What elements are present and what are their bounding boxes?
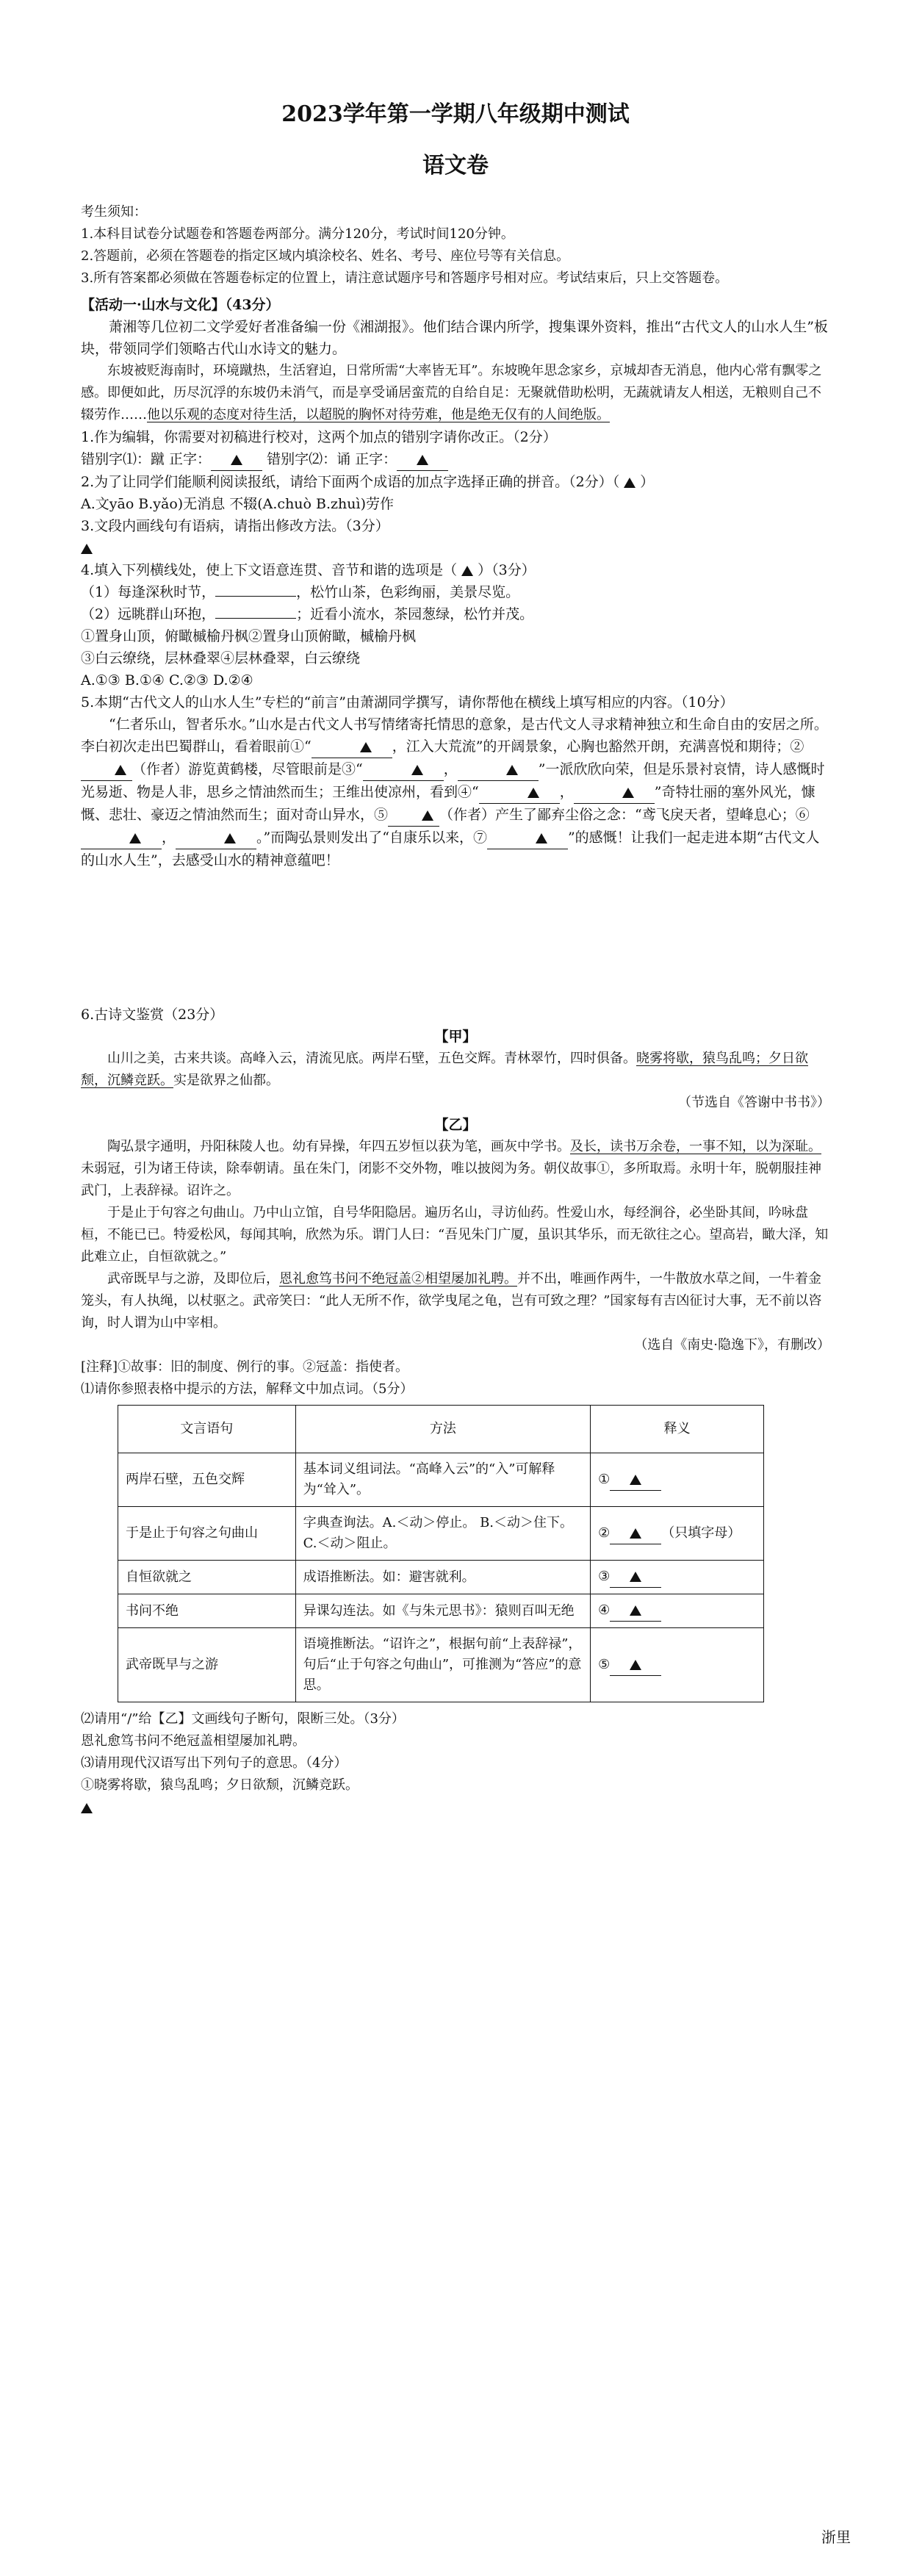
q3-answer[interactable] xyxy=(81,537,830,559)
q6-2: ⑵请用“/”给【乙】文画线句子断句，限断三处。（3分） xyxy=(81,1711,405,1727)
exam-title: 2023学年第一学期八年级期中测试 xyxy=(281,101,630,127)
answer-triangle-icon xyxy=(630,1528,641,1539)
table-row xyxy=(118,1453,764,1507)
table-cell-method: 字典查询法。A.＜动＞停止。 B.＜动＞住下。 C.＜动＞阻止。 xyxy=(295,1507,591,1561)
q1-answer-line xyxy=(81,448,830,471)
q4 xyxy=(81,559,830,581)
q5-text: “仁者乐山，智者乐水。”山水是古代文人书写情绪寄托情思的意象，是古代文人寻求精神独立和生命自由的安居之所。李白初次走出巴蜀群山，看着眼前①“ xyxy=(81,716,828,755)
q6: 6.古诗文鉴赏（23分） xyxy=(81,1007,224,1023)
table-header-row xyxy=(118,1406,764,1453)
q5-text: ”奇特壮丽的塞外风光，慷慨、悲壮、豪迈之情油然而生；面对奇山异水，⑤ xyxy=(81,784,815,823)
yi-paragraph-1 xyxy=(81,1136,830,1202)
answer-triangle-icon xyxy=(630,1605,641,1616)
annotation-note: [注释]①故事：旧的制度、例行的事。②冠盖：指使者。 xyxy=(81,1359,409,1375)
activity1-intro: 萧湘等几位初二文学爱好者准备编一份《湘湖报》。他们结合课内所学，搜集课外资料，推出“古代文人的山水人生”板块，带领同学们领略古代山水诗文的魅力。 xyxy=(81,319,828,357)
answer-note: （只填字母） xyxy=(661,1525,741,1541)
answer-triangle-icon xyxy=(81,1803,93,1813)
q4-choices: A.①③ B.①④ C.②③ D.②④ xyxy=(81,672,253,688)
blank-space xyxy=(81,871,830,1004)
q6-3-line: ①晓雾将歇，猿鸟乱鸣；夕日欲颓，沉鳞竞跃。 xyxy=(81,1777,359,1793)
q5-blank-1[interactable] xyxy=(312,735,392,758)
q2-options: A.文yāo B.yǎo)无消息 不辍(A.chuò B.zhuì)劳作 xyxy=(81,496,394,512)
answer-triangle-icon xyxy=(622,788,634,798)
table-cell-answer[interactable] xyxy=(591,1628,764,1702)
yi-text: 陶弘景字通明，丹阳秣陵人也。幼有异操，年四五岁恒以获为笔，画灰中学书。 xyxy=(107,1139,570,1154)
table-row xyxy=(118,1561,764,1594)
q6-1: ⑴请你参照表格中提示的方法，解释文中加点词。（5分） xyxy=(81,1381,414,1397)
table-cell-sentence: 武帝既早与之游 xyxy=(118,1628,296,1702)
answer-triangle-icon xyxy=(536,833,547,843)
q4-blank-2[interactable] xyxy=(215,618,296,619)
exam-content xyxy=(81,96,830,1818)
q5-blank-7[interactable] xyxy=(487,827,568,849)
q4-option: ③白云缭绕，层林叠翠④层林叠翠，白云缭绕 xyxy=(81,650,361,666)
passage-dongpo-underlined: 他以乐观的态度对待生活，以超脱的胸怀对待劳难，他是绝无仅有的人间绝版。 xyxy=(147,407,610,422)
q5-text: （作者）产生了鄙弃尘俗之念：“鸢飞戾天者，望峰息心；⑥ xyxy=(439,807,810,823)
notice-item: 3.所有答案都必须做在答题卷标定的位置上，请注意试题序号和答题序号相对应。考试结束后，只上交答题卷。 xyxy=(81,270,729,286)
q6-3: ⑶请用现代汉语写出下列句子的意思。（4分） xyxy=(81,1755,348,1771)
q5-text: 。”而陶弘景则发出了“自康乐以来，⑦ xyxy=(256,830,487,846)
answer-triangle-icon[interactable] xyxy=(624,478,635,488)
exam-subtitle: 语文卷 xyxy=(422,153,489,179)
q1: 1.作为编辑，你需要对初稿进行校对，这两个加点的错别字请你改正。（2分） xyxy=(81,429,557,445)
q5-blank-6b[interactable] xyxy=(176,827,256,849)
answer-number: ⑤ xyxy=(598,1656,611,1672)
answer-triangle-icon[interactable] xyxy=(461,566,473,576)
yi-source: （选自《南史·隐逸下》，有删改） xyxy=(634,1337,830,1353)
answer-triangle-icon xyxy=(411,765,423,775)
q4-close: ）（3分） xyxy=(478,562,536,578)
q2-close: ） xyxy=(640,474,655,490)
answer-triangle-icon xyxy=(630,1572,641,1582)
answer-number: ② xyxy=(598,1525,611,1541)
yi-text: 未弱冠，引为诸王侍读，除奉朝请。虽在朱门，闭影不交外物，唯以披阅为务。朝仪故事①，多所取焉。永明十年，脱朝服挂神武门，上表辞禄。诏许之。 xyxy=(81,1161,821,1198)
activity1-heading: 【活动一·山水与文化】（43分） xyxy=(81,297,280,313)
answer-triangle-icon xyxy=(527,788,539,798)
table-cell-method: 成语推断法。如：避害就利。 xyxy=(295,1561,591,1594)
answer-number: ④ xyxy=(598,1602,611,1618)
q5-text: ”的感慨！让我们一起走进本期“古代文人的山水人生”，去感受山水的精神意蕴吧！ xyxy=(81,830,820,868)
jia-text xyxy=(81,1048,830,1092)
jia-text-underlined: 晓雾将歇，猿鸟乱鸣；夕日欲颓，沉鳞竞跃。 xyxy=(81,1051,808,1088)
q5-text: （作者）游览黄鹤楼，尽管眼前是③“ xyxy=(132,761,363,777)
q5-text: ，江入大荒流”的开阔景象，心胸也豁然开朗，充满喜悦和期待；② xyxy=(392,738,804,755)
q5-blank-6a[interactable] xyxy=(81,827,162,849)
notice-item: 2.答题前，必须在答题卷的指定区域内填涂校名、姓名、考号、座位号等有关信息。 xyxy=(81,248,570,264)
yi-text: 并不出，唯画作两牛，一牛散放水草之间，一牛着金笼头，有人执绳，以杖驱之。武帝笑曰：“此人无所不作，欲学曳尾之龟，岂有可致之理？”国家每有吉凶征讨大事，无不前以咨询，时人谓为山中宰相。 xyxy=(81,1271,822,1331)
table-header: 方法 xyxy=(295,1406,591,1453)
table-cell-method: 基本词义组词法。“高峰入云”的“入”可解释为“耸入”。 xyxy=(295,1453,591,1507)
answer-triangle-icon xyxy=(630,1660,641,1670)
q4-item-2-a: （2）远眺群山环抱， xyxy=(81,606,216,622)
q5-blank-5[interactable] xyxy=(388,804,439,827)
answer-number: ① xyxy=(598,1471,611,1487)
table-cell-sentence: 自恒欲就之 xyxy=(118,1561,296,1594)
passage-dongpo-text: 东坡被贬海南时，环境蹴热，生活窘迫，日常所需“大率皆无耳”。东坡晚年思念家乡，京城却杳无消息，他内心常有飘零之感。即便如此，历尽沉浮的东坡仍未消气，而是享受诵居蛮荒的自给自足：无聚就借助松明，无蔬就请友人相送，无粮则自己不辍劳作…… xyxy=(81,363,822,422)
answer-triangle-icon xyxy=(129,833,141,843)
answer-blank[interactable] xyxy=(610,1469,661,1491)
table-cell-answer[interactable] xyxy=(591,1507,764,1561)
q2-text: 2.为了让同学们能顺利阅读报纸，请给下面两个成语的加点字选择正确的拼音。（2分）（ xyxy=(81,474,620,490)
table-cell-answer[interactable] xyxy=(591,1453,764,1507)
q5-blank-3a[interactable] xyxy=(363,758,444,781)
table-cell-method: 语境推断法。“诏许之”，根据句前“上表辞禄”，句后“止于句容之句曲山”，可推测为“答应”的意思。 xyxy=(295,1628,591,1702)
q1-blank-1[interactable] xyxy=(211,448,262,471)
footer-watermark: 浙里 xyxy=(821,2528,851,2546)
q6-2-line[interactable]: 恩礼愈笃书问不绝冠盖相望屡加礼聘。 xyxy=(81,1733,306,1749)
table-cell-answer[interactable] xyxy=(591,1561,764,1594)
notice-heading: 考生须知： xyxy=(81,204,147,220)
yi-text-underlined: 恩礼愈笃书问不绝冠盖②相望屡加礼聘。 xyxy=(279,1271,517,1287)
answer-triangle-icon xyxy=(224,833,236,843)
table-cell-sentence: 两岸石壁，五色交辉 xyxy=(118,1453,296,1507)
notice-item: 1.本科目试卷分试题卷和答题卷两部分。满分120分，考试时间120分钟。 xyxy=(81,226,514,242)
answer-triangle-icon xyxy=(115,765,126,775)
answer-triangle-icon xyxy=(417,455,428,465)
table-cell-sentence: 书问不绝 xyxy=(118,1594,296,1628)
answer-triangle-icon xyxy=(360,742,372,752)
table-row xyxy=(118,1628,764,1702)
table-header: 释义 xyxy=(591,1406,764,1453)
q3: 3.文段内画线句有语病，请指出修改方法。（3分） xyxy=(81,518,389,534)
answer-triangle-icon xyxy=(506,765,518,775)
jia-text-b: 实是欲界之仙都。 xyxy=(173,1073,279,1088)
q5: 5.本期“古代文人的山水人生”专栏的“前言”由萧湖同学撰写，请你帮他在横线上填写相应的内容。（10分） xyxy=(81,694,734,710)
q1-blank-2[interactable] xyxy=(397,448,448,471)
table-row xyxy=(118,1594,764,1628)
yi-label: 【乙】 xyxy=(434,1117,477,1133)
q5-blank-3b[interactable] xyxy=(458,758,539,781)
answer-triangle-icon xyxy=(630,1475,641,1485)
q5-blank-4b[interactable] xyxy=(574,781,655,804)
passage-dongpo xyxy=(81,360,830,426)
q6-3-answer[interactable] xyxy=(81,1796,830,1818)
q5-preface: “仁者乐山，智者乐水。”山水是古代文人书写情绪寄托情思的意象，是古代文人寻求精神独立和生命自由的安居之所。李白初次走出巴蜀群山，看着眼前①“ ，江入大荒流”的开阔景象，心胸也豁然开朗，充满喜悦和期待；②（作者）游览黄鹤楼，尽管眼前是③“ ， ”一派欣欣向荣，但是乐景衬哀情，诗人感慨时光易逝、物是人非，思乡之情油然而生；王维出使凉州，看到④“ ， ”奇特壮丽的塞外风光，慷慨、悲壮、豪迈之情油然而生；面对奇山异水，⑤ （作者）产生了鄙弃尘俗之念：“鸢飞戾天者，望峰息心；⑥， 。”而陶弘景则发出了“自康乐以来，⑦ ”的感慨！让我们一起走进本期“古代文人的山水人生”，去感受山水的精神意蕴吧！ xyxy=(81,716,828,868)
q5-blank-2[interactable] xyxy=(81,758,132,781)
yi-text: 武帝既早与之游，及即位后， xyxy=(107,1271,279,1287)
q2 xyxy=(81,471,830,493)
q4-item-2 xyxy=(81,603,830,625)
table-header: 文言语句 xyxy=(118,1406,296,1453)
answer-triangle-icon xyxy=(422,810,433,821)
q4-text: 4.填入下列横线处，使上下文语意连贯、音节和谐的选项是（ xyxy=(81,562,458,578)
table-row xyxy=(118,1507,764,1561)
jia-source: （节选自《答谢中书书》） xyxy=(678,1095,830,1110)
table-cell-sentence: 于是止于句容之句曲山 xyxy=(118,1507,296,1561)
q4-item-1 xyxy=(81,581,830,603)
answer-triangle-icon xyxy=(231,455,242,465)
yi-text-underlined: 及长，读书万余卷，一事不知，以为深耻。 xyxy=(570,1139,821,1154)
q1-label-2: 错别字⑵：诵 正字： xyxy=(267,451,397,467)
yi-paragraph-2: 于是止于句容之句曲山。乃中山立馆，自号华阳隐居。遍历名山，寻访仙药。性爱山水，每经涧谷，必坐卧其间，吟咏盘桓，不能已已。特爱松风，每闻其响，欣然为乐。谓门人曰：“吾见朱门广厦，虽识其华乐，而无欲往之心。望高岩，瞰大泽，知此难立止，自恒欲就之。” xyxy=(81,1205,829,1264)
q4-blank-1[interactable] xyxy=(215,596,296,597)
q4-item-1-b: ，松竹山茶，色彩绚丽，美景尽览。 xyxy=(296,584,520,600)
q4-item-2-b: ；近看小流水，茶园葱绿，松竹并茂。 xyxy=(296,606,534,622)
jia-label: 【甲】 xyxy=(434,1029,477,1045)
q4-option: ①置身山顶，俯瞰槭榆丹枫②置身山顶俯瞰，槭榆丹枫 xyxy=(81,628,417,644)
yi-paragraph-3 xyxy=(81,1268,830,1334)
q5-text: ”一派欣欣向荣，但是乐景衬哀情，诗人感慨时光易逝、物是人非，思乡之情油然而生；王维出使凉州，看到④“ xyxy=(81,761,825,800)
table-cell-method: 异课勾连法。如《与朱元思书》：猿则百叫无绝 xyxy=(295,1594,591,1628)
answer-triangle-icon xyxy=(81,544,93,554)
answer-number: ③ xyxy=(598,1569,611,1584)
table-cell-answer[interactable] xyxy=(591,1594,764,1628)
answer-blank[interactable] xyxy=(610,1600,661,1622)
answer-blank[interactable] xyxy=(610,1655,661,1676)
jia-text-a: 山川之美，古来共谈。高峰入云，清流见底。两岸石壁，五色交辉。青林翠竹，四时俱备。 xyxy=(107,1051,636,1066)
q1-label-1: 错别字⑴：蹴 正字： xyxy=(81,451,212,467)
answer-blank[interactable] xyxy=(610,1523,661,1544)
q5-blank-4a[interactable] xyxy=(479,781,560,804)
answer-blank[interactable] xyxy=(610,1566,661,1588)
q4-item-1-a: （1）每逢深秋时节， xyxy=(81,584,216,600)
method-table xyxy=(118,1405,764,1702)
